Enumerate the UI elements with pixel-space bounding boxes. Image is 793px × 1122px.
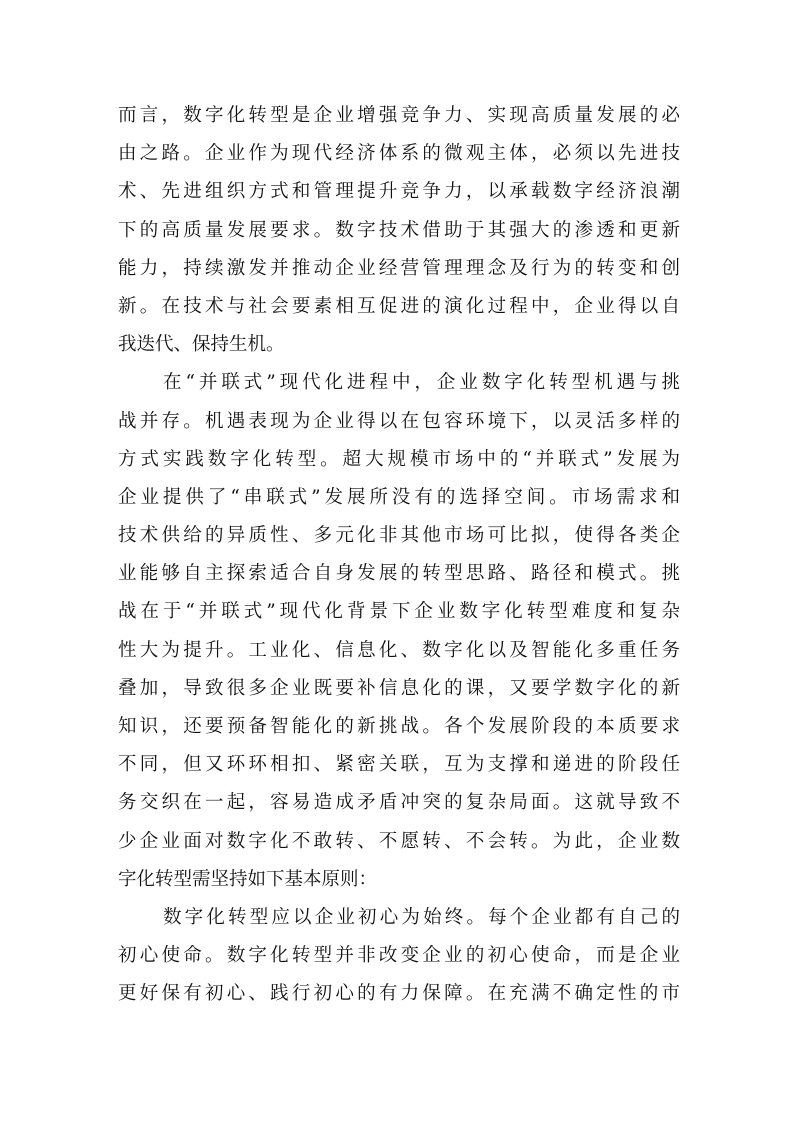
text-line: 战并存。机遇表现为企业得以在包容环境下，以灵活多样的 — [118, 410, 680, 432]
text-line: 少企业面对数字化不敢转、不愿转、不会转。为此，企业数 — [118, 830, 680, 852]
body-text — [118, 97, 680, 1014]
text-line: 下的高质量发展要求。数字技术借助于其强大的渗透和更新 — [118, 219, 680, 241]
text-line: 不同，但又环环相扣、紧密关联，互为支撑和递进的阶段任 — [118, 754, 680, 776]
text-line: 数字化转型应以企业初心为始终。每个企业都有自己的 — [163, 906, 680, 928]
text-line: 能力，持续激发并推动企业经营管理理念及行为的转变和创 — [118, 257, 680, 279]
text-line: 知识，还要预备智能化的新挑战。各个发展阶段的本质要求 — [118, 716, 680, 737]
text-line: 字化转型需坚持如下基本原则： — [118, 868, 378, 890]
text-line: 由之路。企业作为现代经济体系的微观主体，必须以先进技 — [118, 143, 680, 165]
text-line: 我迭代、保持生机。 — [118, 334, 285, 356]
text-line: 业能够自主探索适合自身发展的转型思路、路径和模式。挑 — [118, 563, 680, 585]
text-line: 技术供给的异质性、多元化非其他市场可比拟，使得各类企 — [118, 525, 680, 547]
text-line: 新。在技术与社会要素相互促进的演化过程中，企业得以自 — [118, 295, 680, 317]
text-line: 战在于“并联式”现代化背景下企业数字化转型难度和复杂 — [118, 601, 680, 623]
text-line: 更好保有初心、践行初心的有力保障。在充满不确定性的市 — [118, 983, 680, 1005]
text-line: 术、先进组织方式和管理提升竞争力，以承载数字经济浪潮 — [118, 181, 680, 203]
text-line: 初心使命。数字化转型并非改变企业的初心使命，而是企业 — [118, 945, 680, 967]
text-line: 方式实践数字化转型。超大规模市场中的“并联式”发展为 — [118, 448, 680, 470]
text-line: 企业提供了“串联式”发展所没有的选择空间。市场需求和 — [118, 486, 680, 508]
text-line: 叠加，导致很多企业既要补信息化的课，又要学数字化的新 — [118, 677, 680, 699]
text-line: 而言，数字化转型是企业增强竞争力、实现高质量发展的必 — [118, 105, 680, 126]
text-line: 性大为提升。工业化、信息化、数字化以及智能化多重任务 — [118, 639, 680, 661]
text-line: 在“并联式”现代化进程中，企业数字化转型机遇与挑 — [163, 372, 680, 394]
text-line: 务交织在一起，容易造成矛盾冲突的复杂局面。这就导致不 — [118, 792, 680, 814]
